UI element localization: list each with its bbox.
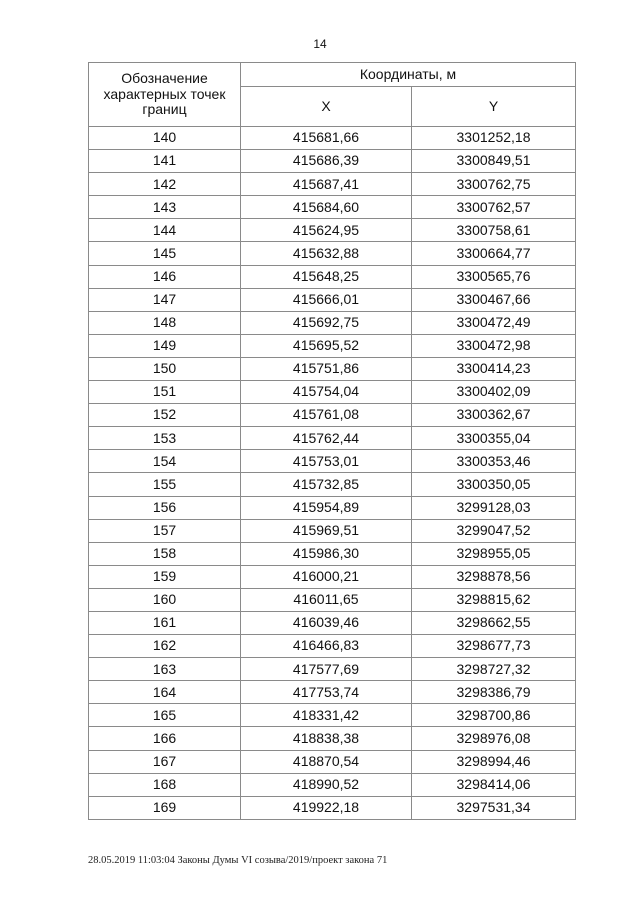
- y-cell: 3300472,49: [412, 311, 576, 334]
- y-cell: 3298878,56: [412, 565, 576, 588]
- point-cell: 147: [89, 288, 241, 311]
- header-x: X: [241, 86, 412, 126]
- y-cell: 3300762,57: [412, 196, 576, 219]
- table-row: [89, 519, 576, 542]
- y-cell: 3301252,18: [412, 127, 576, 150]
- x-cell: 415648,25: [241, 265, 412, 288]
- x-cell: 415754,04: [241, 381, 412, 404]
- x-cell: 418838,38: [241, 727, 412, 750]
- table-row: [89, 565, 576, 588]
- x-cell: 416000,21: [241, 565, 412, 588]
- table-row: [89, 381, 576, 404]
- y-cell: 3300402,09: [412, 381, 576, 404]
- y-cell: 3300565,76: [412, 265, 576, 288]
- table-row: [89, 404, 576, 427]
- x-cell: 416466,83: [241, 635, 412, 658]
- point-cell: 140: [89, 127, 241, 150]
- table-row: [89, 242, 576, 265]
- y-cell: 3300467,66: [412, 288, 576, 311]
- y-cell: 3298727,32: [412, 658, 576, 681]
- point-cell: 141: [89, 150, 241, 173]
- table-row: [89, 265, 576, 288]
- y-cell: 3300350,05: [412, 473, 576, 496]
- table-row: [89, 750, 576, 773]
- footer-note: 28.05.2019 11:03:04 Законы Думы VI созыва/2019/проект закона 71: [88, 855, 388, 866]
- point-cell: 156: [89, 496, 241, 519]
- table-row: [89, 219, 576, 242]
- point-cell: 151: [89, 381, 241, 404]
- point-cell: 148: [89, 311, 241, 334]
- table-row: [89, 773, 576, 796]
- y-cell: 3300353,46: [412, 450, 576, 473]
- y-cell: 3298662,55: [412, 611, 576, 634]
- header-y: Y: [412, 86, 576, 126]
- y-cell: 3298815,62: [412, 588, 576, 611]
- y-cell: 3300362,67: [412, 404, 576, 427]
- point-cell: 142: [89, 173, 241, 196]
- point-cell: 153: [89, 427, 241, 450]
- x-cell: 415681,66: [241, 127, 412, 150]
- table-row: [89, 450, 576, 473]
- point-cell: 165: [89, 704, 241, 727]
- table-header: [89, 63, 576, 127]
- table-row: [89, 288, 576, 311]
- x-cell: 417753,74: [241, 681, 412, 704]
- point-cell: 154: [89, 450, 241, 473]
- y-cell: 3298976,08: [412, 727, 576, 750]
- point-cell: 158: [89, 542, 241, 565]
- table-row: [89, 704, 576, 727]
- x-cell: 415761,08: [241, 404, 412, 427]
- table-row: [89, 473, 576, 496]
- point-cell: 157: [89, 519, 241, 542]
- table-row: [89, 658, 576, 681]
- point-cell: 146: [89, 265, 241, 288]
- x-cell: 419922,18: [241, 796, 412, 819]
- y-cell: 3298955,05: [412, 542, 576, 565]
- point-cell: 150: [89, 357, 241, 380]
- table-row: [89, 196, 576, 219]
- x-cell: 418870,54: [241, 750, 412, 773]
- point-cell: 149: [89, 334, 241, 357]
- x-cell: 418990,52: [241, 773, 412, 796]
- table-row: [89, 334, 576, 357]
- y-cell: 3298994,46: [412, 750, 576, 773]
- point-cell: 145: [89, 242, 241, 265]
- x-cell: 415624,95: [241, 219, 412, 242]
- x-cell: 415695,52: [241, 334, 412, 357]
- table-row: [89, 357, 576, 380]
- table-row: [89, 727, 576, 750]
- x-cell: 415632,88: [241, 242, 412, 265]
- point-cell: 143: [89, 196, 241, 219]
- x-cell: 415684,60: [241, 196, 412, 219]
- y-cell: 3299128,03: [412, 496, 576, 519]
- table-row: [89, 150, 576, 173]
- point-cell: 160: [89, 588, 241, 611]
- point-cell: 168: [89, 773, 241, 796]
- point-cell: 164: [89, 681, 241, 704]
- y-cell: 3298700,86: [412, 704, 576, 727]
- y-cell: 3300762,75: [412, 173, 576, 196]
- x-cell: 415954,89: [241, 496, 412, 519]
- point-cell: 162: [89, 635, 241, 658]
- point-cell: 163: [89, 658, 241, 681]
- point-cell: 166: [89, 727, 241, 750]
- y-cell: 3300355,04: [412, 427, 576, 450]
- table-row: [89, 427, 576, 450]
- x-cell: 418331,42: [241, 704, 412, 727]
- y-cell: 3300472,98: [412, 334, 576, 357]
- table-row: [89, 127, 576, 150]
- x-cell: 415969,51: [241, 519, 412, 542]
- y-cell: 3298677,73: [412, 635, 576, 658]
- point-cell: 155: [89, 473, 241, 496]
- y-cell: 3299047,52: [412, 519, 576, 542]
- table-row: [89, 542, 576, 565]
- x-cell: 415732,85: [241, 473, 412, 496]
- page-number: 14: [313, 37, 327, 51]
- table-body: [89, 127, 576, 820]
- y-cell: 3297531,34: [412, 796, 576, 819]
- point-cell: 167: [89, 750, 241, 773]
- header-point-designation: Обозначение характерных точек границ: [89, 63, 241, 127]
- table-row: [89, 611, 576, 634]
- y-cell: 3298414,06: [412, 773, 576, 796]
- point-cell: 159: [89, 565, 241, 588]
- point-cell: 169: [89, 796, 241, 819]
- table-row: [89, 635, 576, 658]
- x-cell: 415751,86: [241, 357, 412, 380]
- table-row: [89, 588, 576, 611]
- y-cell: 3298386,79: [412, 681, 576, 704]
- y-cell: 3300414,23: [412, 357, 576, 380]
- header-coordinates: Координаты, м: [241, 63, 576, 87]
- table-row: [89, 173, 576, 196]
- point-cell: 144: [89, 219, 241, 242]
- x-cell: 415692,75: [241, 311, 412, 334]
- y-cell: 3300664,77: [412, 242, 576, 265]
- point-cell: 152: [89, 404, 241, 427]
- x-cell: 415687,41: [241, 173, 412, 196]
- x-cell: 415753,01: [241, 450, 412, 473]
- table-row: [89, 681, 576, 704]
- y-cell: 3300758,61: [412, 219, 576, 242]
- table-row: [89, 496, 576, 519]
- table-row: [89, 796, 576, 819]
- x-cell: 415986,30: [241, 542, 412, 565]
- x-cell: 415666,01: [241, 288, 412, 311]
- x-cell: 415686,39: [241, 150, 412, 173]
- coordinates-table: [88, 62, 576, 820]
- point-cell: 161: [89, 611, 241, 634]
- x-cell: 417577,69: [241, 658, 412, 681]
- x-cell: 416011,65: [241, 588, 412, 611]
- x-cell: 416039,46: [241, 611, 412, 634]
- y-cell: 3300849,51: [412, 150, 576, 173]
- table-row: [89, 311, 576, 334]
- x-cell: 415762,44: [241, 427, 412, 450]
